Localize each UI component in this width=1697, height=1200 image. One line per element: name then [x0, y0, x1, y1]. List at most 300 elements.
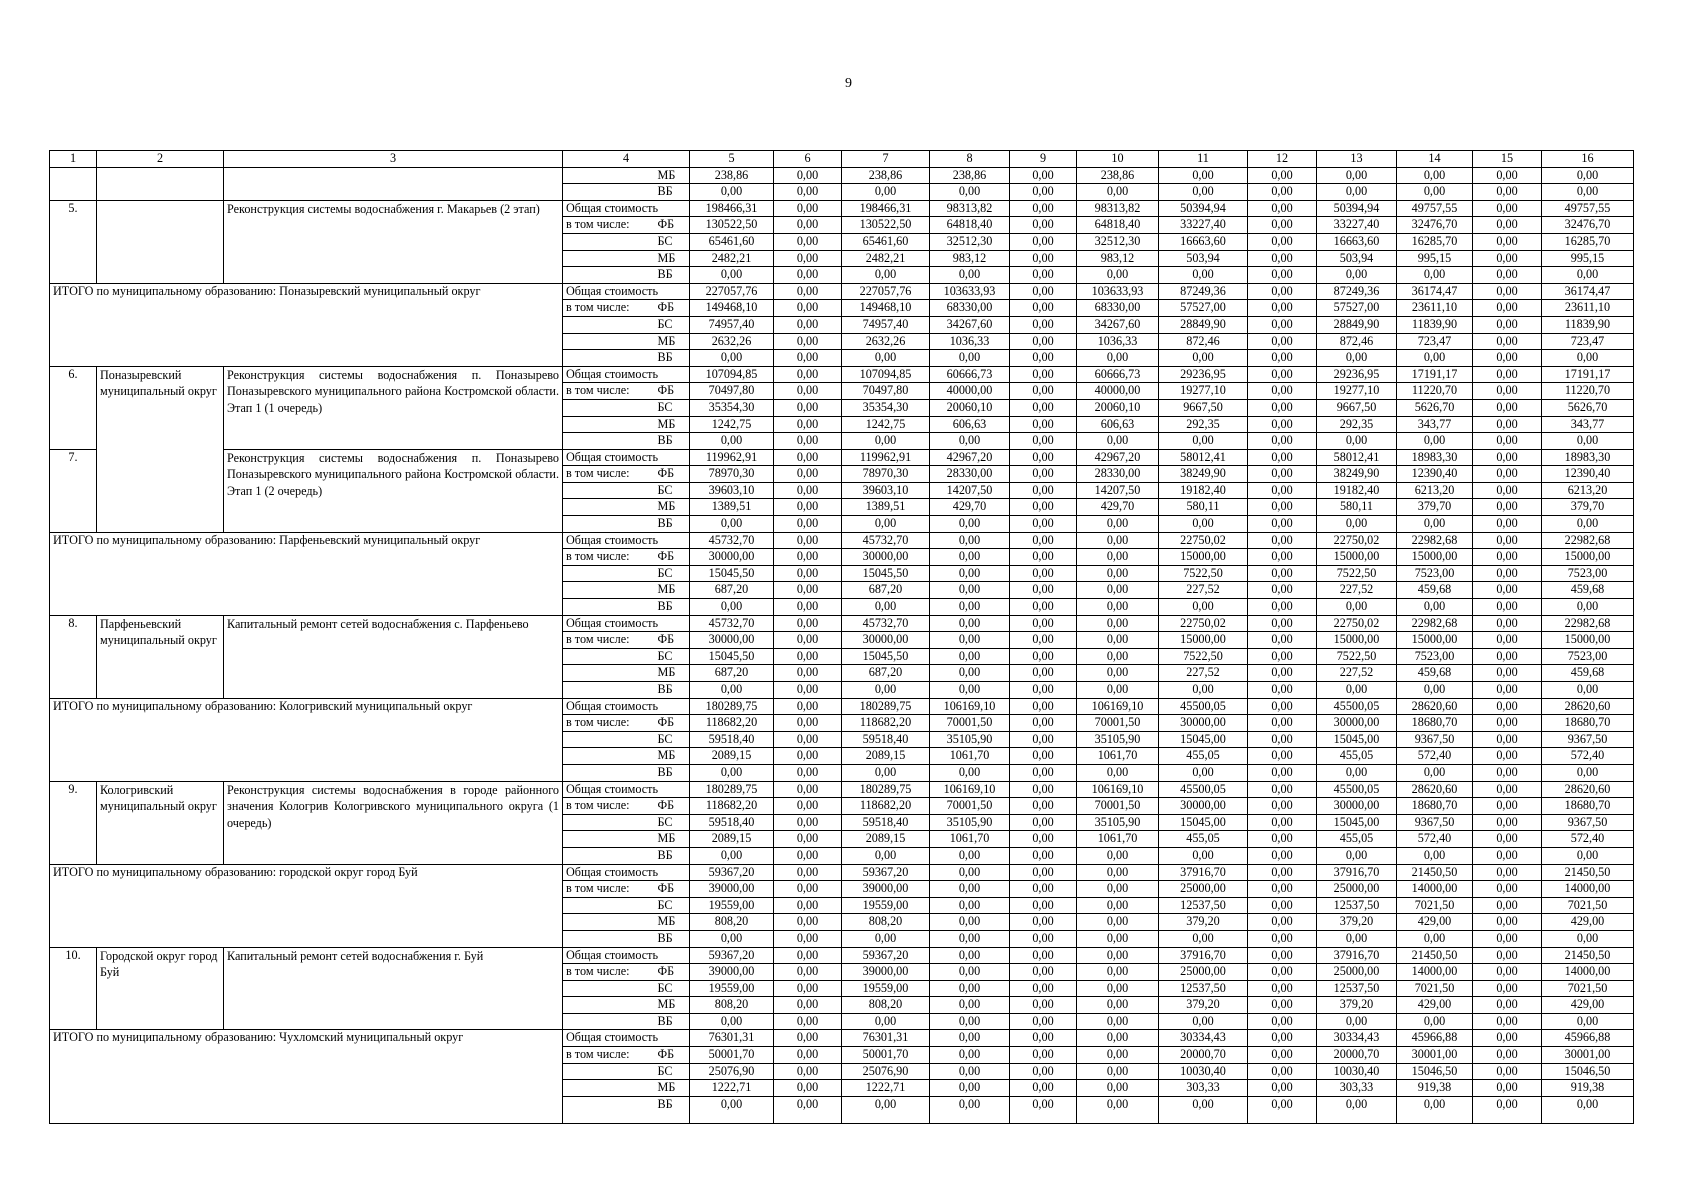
value-cell: 65461,60 — [842, 233, 930, 250]
value-cell: 0,00 — [1077, 433, 1159, 450]
value-cell: 0,00 — [930, 1047, 1010, 1064]
value-cell: 30000,00 — [842, 549, 930, 566]
value-cell: 455,05 — [1159, 831, 1248, 848]
value-cell: 0,00 — [1473, 449, 1542, 466]
value-cell: 0,00 — [1010, 217, 1077, 234]
budget-type: ВБ — [655, 930, 690, 947]
budget-type: МБ — [655, 333, 690, 350]
municipality-name — [97, 200, 224, 283]
value-cell: 10030,40 — [1159, 1063, 1248, 1080]
value-cell: 0,00 — [1473, 565, 1542, 582]
value-cell: 118682,20 — [842, 715, 930, 732]
value-cell: 0,00 — [1010, 964, 1077, 981]
value-cell: 0,00 — [1473, 582, 1542, 599]
value-cell: 0,00 — [1010, 366, 1077, 383]
budget-type: БС — [655, 565, 690, 582]
value-cell: 1389,51 — [842, 499, 930, 516]
value-cell: 0,00 — [930, 682, 1010, 699]
value-cell: 30334,43 — [1317, 1030, 1397, 1047]
value-cell: 18983,30 — [1542, 449, 1634, 466]
value-cell: 0,00 — [1077, 1080, 1159, 1097]
value-cell: 0,00 — [1397, 267, 1473, 284]
value-cell: 0,00 — [774, 250, 842, 267]
value-cell: 45500,05 — [1159, 698, 1248, 715]
including-label-empty — [563, 499, 655, 516]
value-cell: 23611,10 — [1397, 300, 1473, 317]
value-cell: 0,00 — [774, 366, 842, 383]
total-cost-label: Общая стоимость — [563, 698, 690, 715]
header-cell: 12 — [1248, 151, 1317, 168]
value-cell: 0,00 — [1473, 366, 1542, 383]
value-cell: 2089,15 — [842, 748, 930, 765]
value-cell: 18680,70 — [1397, 798, 1473, 815]
value-cell: 107094,85 — [690, 366, 774, 383]
value-cell: 687,20 — [690, 665, 774, 682]
including-label-empty — [563, 482, 655, 499]
value-cell: 15045,50 — [842, 565, 930, 582]
value-cell: 0,00 — [930, 549, 1010, 566]
value-cell: 0,00 — [774, 167, 842, 184]
budget-type: МБ — [655, 748, 690, 765]
no-cell — [50, 167, 97, 200]
value-cell: 149468,10 — [690, 300, 774, 317]
itogo-row — [50, 698, 1634, 715]
itogo-row — [50, 1030, 1634, 1047]
value-cell: 0,00 — [1010, 831, 1077, 848]
budget-type: ФБ — [655, 964, 690, 981]
value-cell: 0,00 — [1077, 682, 1159, 699]
value-cell: 0,00 — [690, 599, 774, 616]
value-cell: 7522,50 — [1159, 648, 1248, 665]
value-cell: 12390,40 — [1397, 466, 1473, 483]
value-cell: 0,00 — [774, 914, 842, 931]
value-cell: 17191,17 — [1542, 366, 1634, 383]
value-cell: 0,00 — [774, 1063, 842, 1080]
value-cell: 0,00 — [1159, 433, 1248, 450]
value-cell: 30001,00 — [1397, 1047, 1473, 1064]
including-label-empty — [563, 599, 655, 616]
value-cell: 29236,95 — [1317, 366, 1397, 383]
value-cell: 0,00 — [1473, 1047, 1542, 1064]
value-cell: 0,00 — [1317, 167, 1397, 184]
value-cell: 0,00 — [1077, 350, 1159, 367]
value-cell: 0,00 — [1010, 200, 1077, 217]
budget-type: ФБ — [655, 549, 690, 566]
including-label-empty — [563, 516, 655, 533]
value-cell: 0,00 — [1010, 764, 1077, 781]
value-cell: 1036,33 — [930, 333, 1010, 350]
value-cell: 379,70 — [1542, 499, 1634, 516]
value-cell: 0,00 — [1010, 300, 1077, 317]
project-row — [50, 615, 1634, 632]
value-cell: 429,00 — [1397, 914, 1473, 931]
value-cell: 303,33 — [1317, 1080, 1397, 1097]
value-cell: 580,11 — [1317, 499, 1397, 516]
value-cell: 15045,50 — [690, 648, 774, 665]
value-cell: 9667,50 — [1159, 399, 1248, 416]
value-cell: 0,00 — [774, 1047, 842, 1064]
including-label-empty — [563, 814, 655, 831]
value-cell: 39603,10 — [842, 482, 930, 499]
value-cell: 0,00 — [1248, 233, 1317, 250]
value-cell: 78970,30 — [690, 466, 774, 483]
value-cell: 0,00 — [1248, 964, 1317, 981]
value-cell: 106169,10 — [930, 698, 1010, 715]
value-cell: 0,00 — [930, 599, 1010, 616]
project-row — [50, 449, 1634, 466]
project-number: 5. — [50, 200, 97, 283]
value-cell: 292,35 — [1159, 416, 1248, 433]
total-cost-label: Общая стоимость — [563, 200, 690, 217]
value-cell: 0,00 — [1010, 433, 1077, 450]
value-cell: 0,00 — [1248, 881, 1317, 898]
value-cell: 45966,88 — [1397, 1030, 1473, 1047]
value-cell: 50001,70 — [842, 1047, 930, 1064]
value-cell: 0,00 — [930, 1080, 1010, 1097]
value-cell: 19559,00 — [842, 897, 930, 914]
value-cell: 0,00 — [1010, 267, 1077, 284]
value-cell: 0,00 — [1473, 1096, 1542, 1123]
value-cell: 0,00 — [1473, 482, 1542, 499]
value-cell: 0,00 — [690, 267, 774, 284]
value-cell: 28330,00 — [930, 466, 1010, 483]
value-cell: 995,15 — [1397, 250, 1473, 267]
value-cell: 64818,40 — [930, 217, 1010, 234]
value-cell: 64818,40 — [1077, 217, 1159, 234]
value-cell: 0,00 — [1010, 665, 1077, 682]
value-cell: 22982,68 — [1397, 615, 1473, 632]
value-cell: 25000,00 — [1317, 881, 1397, 898]
value-cell: 33227,40 — [1159, 217, 1248, 234]
value-cell: 45500,05 — [1159, 781, 1248, 798]
value-cell: 0,00 — [1010, 499, 1077, 516]
value-cell: 18680,70 — [1542, 798, 1634, 815]
value-cell: 15000,00 — [1542, 632, 1634, 649]
value-cell: 18680,70 — [1397, 715, 1473, 732]
value-cell: 0,00 — [774, 350, 842, 367]
value-cell: 0,00 — [1077, 864, 1159, 881]
itogo-label: ИТОГО по муниципальному образованию: Чухломский муниципальный округ — [50, 1030, 563, 1123]
value-cell: 0,00 — [1010, 864, 1077, 881]
value-cell: 15045,50 — [690, 565, 774, 582]
budget-type: ФБ — [655, 715, 690, 732]
value-cell: 0,00 — [1397, 1013, 1473, 1030]
value-cell: 0,00 — [1473, 433, 1542, 450]
value-cell: 87249,36 — [1317, 283, 1397, 300]
value-cell: 0,00 — [690, 847, 774, 864]
value-cell: 19277,10 — [1317, 383, 1397, 400]
value-cell: 60666,73 — [930, 366, 1010, 383]
including-label-empty — [563, 433, 655, 450]
value-cell: 0,00 — [930, 1013, 1010, 1030]
including-label-empty — [563, 897, 655, 914]
value-cell: 0,00 — [774, 383, 842, 400]
value-cell: 6213,20 — [1542, 482, 1634, 499]
value-cell: 9367,50 — [1542, 814, 1634, 831]
value-cell: 20060,10 — [930, 399, 1010, 416]
value-cell: 1061,70 — [1077, 748, 1159, 765]
value-cell: 0,00 — [1542, 1013, 1634, 1030]
value-cell: 0,00 — [1248, 715, 1317, 732]
value-cell: 0,00 — [1010, 416, 1077, 433]
value-cell: 0,00 — [774, 283, 842, 300]
value-cell: 0,00 — [1248, 1013, 1317, 1030]
value-cell: 0,00 — [1317, 267, 1397, 284]
value-cell: 0,00 — [1248, 200, 1317, 217]
value-cell: 572,40 — [1397, 748, 1473, 765]
value-cell: 0,00 — [1159, 1096, 1248, 1123]
value-cell: 0,00 — [1473, 930, 1542, 947]
value-cell: 0,00 — [930, 947, 1010, 964]
project-description: Реконструкция системы водоснабжения г. Макарьев (2 этап) — [224, 200, 563, 283]
value-cell: 0,00 — [1010, 333, 1077, 350]
value-cell: 429,70 — [930, 499, 1010, 516]
value-cell: 15000,00 — [1397, 632, 1473, 649]
value-cell: 0,00 — [930, 930, 1010, 947]
value-cell: 0,00 — [842, 599, 930, 616]
value-cell: 29236,95 — [1159, 366, 1248, 383]
value-cell: 0,00 — [1248, 864, 1317, 881]
value-cell: 74957,40 — [842, 316, 930, 333]
budget-type: БС — [655, 316, 690, 333]
including-label-empty — [563, 682, 655, 699]
value-cell: 0,00 — [774, 267, 842, 284]
value-cell: 0,00 — [774, 582, 842, 599]
budget-type: МБ — [655, 167, 690, 184]
value-cell: 1061,70 — [1077, 831, 1159, 848]
value-cell: 0,00 — [1473, 250, 1542, 267]
value-cell: 0,00 — [930, 665, 1010, 682]
value-cell: 11839,90 — [1397, 316, 1473, 333]
value-cell: 0,00 — [774, 549, 842, 566]
value-cell: 21450,50 — [1397, 947, 1473, 964]
including-label-empty — [563, 930, 655, 947]
value-cell: 58012,41 — [1317, 449, 1397, 466]
value-cell: 0,00 — [1317, 847, 1397, 864]
value-cell: 0,00 — [1248, 698, 1317, 715]
value-cell: 1061,70 — [930, 831, 1010, 848]
value-cell: 0,00 — [930, 582, 1010, 599]
value-cell: 0,00 — [1077, 1096, 1159, 1123]
value-cell: 0,00 — [930, 964, 1010, 981]
budget-type: ФБ — [655, 383, 690, 400]
value-cell: 0,00 — [1248, 549, 1317, 566]
project-cell — [224, 167, 563, 200]
value-cell: 119962,91 — [690, 449, 774, 466]
value-cell: 0,00 — [1010, 930, 1077, 947]
including-label: в том числе: — [563, 715, 655, 732]
value-cell: 30000,00 — [690, 632, 774, 649]
budget-type: ВБ — [655, 516, 690, 533]
including-label-empty — [563, 233, 655, 250]
project-row — [50, 781, 1634, 798]
total-cost-label: Общая стоимость — [563, 947, 690, 964]
municipality-name: Кологривский муниципальный округ — [97, 781, 224, 864]
value-cell: 180289,75 — [842, 698, 930, 715]
value-cell: 429,00 — [1542, 997, 1634, 1014]
value-cell: 0,00 — [1473, 300, 1542, 317]
value-cell: 25000,00 — [1317, 964, 1397, 981]
value-cell: 198466,31 — [690, 200, 774, 217]
value-cell: 0,00 — [774, 1080, 842, 1097]
itogo-label: ИТОГО по муниципальному образованию: Парфеньевский муниципальный округ — [50, 532, 563, 615]
value-cell: 70001,50 — [1077, 798, 1159, 815]
budget-type: БС — [655, 233, 690, 250]
header-cell: 4 — [563, 151, 690, 168]
value-cell: 2089,15 — [690, 748, 774, 765]
value-cell: 15045,00 — [1159, 814, 1248, 831]
header-row — [50, 151, 1634, 168]
value-cell: 0,00 — [930, 914, 1010, 931]
value-cell: 76301,31 — [690, 1030, 774, 1047]
value-cell: 20060,10 — [1077, 399, 1159, 416]
value-cell: 0,00 — [1248, 764, 1317, 781]
budget-type: МБ — [655, 416, 690, 433]
total-cost-label: Общая стоимость — [563, 864, 690, 881]
itogo-label: ИТОГО по муниципальному образованию: Кологривский муниципальный округ — [50, 698, 563, 781]
value-cell: 919,38 — [1397, 1080, 1473, 1097]
value-cell: 0,00 — [774, 1030, 842, 1047]
budget-type: МБ — [655, 1080, 690, 1097]
value-cell: 37916,70 — [1159, 864, 1248, 881]
value-cell: 2632,26 — [842, 333, 930, 350]
value-cell: 25000,00 — [1159, 881, 1248, 898]
value-cell: 12537,50 — [1159, 980, 1248, 997]
including-label: в том числе: — [563, 632, 655, 649]
value-cell: 42967,20 — [1077, 449, 1159, 466]
value-cell: 0,00 — [774, 466, 842, 483]
value-cell: 0,00 — [1473, 682, 1542, 699]
value-cell: 0,00 — [1473, 167, 1542, 184]
value-cell: 0,00 — [1473, 200, 1542, 217]
value-cell: 0,00 — [690, 1013, 774, 1030]
value-cell: 0,00 — [690, 350, 774, 367]
value-cell: 106169,10 — [1077, 698, 1159, 715]
value-cell: 872,46 — [1317, 333, 1397, 350]
budget-type: ВБ — [655, 1096, 690, 1123]
budget-type: БС — [655, 399, 690, 416]
value-cell: 2482,21 — [690, 250, 774, 267]
value-cell: 0,00 — [690, 433, 774, 450]
value-cell: 0,00 — [1248, 565, 1317, 582]
value-cell: 50394,94 — [1317, 200, 1397, 217]
value-cell: 0,00 — [1542, 682, 1634, 699]
value-cell: 0,00 — [774, 930, 842, 947]
value-cell: 0,00 — [1473, 897, 1542, 914]
value-cell: 0,00 — [1077, 1013, 1159, 1030]
value-cell: 0,00 — [1010, 565, 1077, 582]
value-cell: 19277,10 — [1159, 383, 1248, 400]
budget-type: ФБ — [655, 1047, 690, 1064]
value-cell: 0,00 — [1010, 698, 1077, 715]
value-cell: 0,00 — [1473, 748, 1542, 765]
value-cell: 25000,00 — [1159, 964, 1248, 981]
value-cell: 983,12 — [1077, 250, 1159, 267]
including-label-empty — [563, 333, 655, 350]
value-cell: 0,00 — [774, 599, 842, 616]
value-cell: 429,70 — [1077, 499, 1159, 516]
value-cell: 0,00 — [1248, 433, 1317, 450]
value-cell: 0,00 — [1248, 615, 1317, 632]
value-cell: 1036,33 — [1077, 333, 1159, 350]
value-cell: 0,00 — [1010, 897, 1077, 914]
value-cell: 7522,50 — [1159, 565, 1248, 582]
value-cell: 28330,00 — [1077, 466, 1159, 483]
value-cell: 59518,40 — [690, 731, 774, 748]
value-cell: 0,00 — [930, 1030, 1010, 1047]
value-cell: 238,86 — [1077, 167, 1159, 184]
value-cell: 0,00 — [1010, 1047, 1077, 1064]
value-cell: 0,00 — [1317, 433, 1397, 450]
value-cell: 0,00 — [1317, 599, 1397, 616]
value-cell: 78970,30 — [842, 466, 930, 483]
budget-type: МБ — [655, 831, 690, 848]
budget-type: ВБ — [655, 1013, 690, 1030]
value-cell: 0,00 — [1473, 781, 1542, 798]
value-cell: 7522,50 — [1317, 565, 1397, 582]
municipality-cell — [97, 167, 224, 200]
value-cell: 0,00 — [1473, 864, 1542, 881]
value-cell: 68330,00 — [1077, 300, 1159, 317]
value-cell: 68330,00 — [930, 300, 1010, 317]
value-cell: 0,00 — [1542, 764, 1634, 781]
value-cell: 0,00 — [774, 814, 842, 831]
value-cell: 723,47 — [1397, 333, 1473, 350]
value-cell: 0,00 — [1077, 532, 1159, 549]
value-cell: 0,00 — [774, 433, 842, 450]
value-cell: 0,00 — [1248, 831, 1317, 848]
value-cell: 0,00 — [1077, 764, 1159, 781]
project-description: Капитальный ремонт сетей водоснабжения с. Парфеньево — [224, 615, 563, 698]
value-cell: 22750,02 — [1159, 615, 1248, 632]
budget-type: ВБ — [655, 682, 690, 699]
value-cell: 5626,70 — [1542, 399, 1634, 416]
value-cell: 0,00 — [1542, 1096, 1634, 1123]
budget-table — [49, 150, 1634, 1124]
value-cell: 0,00 — [1010, 283, 1077, 300]
value-cell: 0,00 — [690, 930, 774, 947]
value-cell: 0,00 — [774, 831, 842, 848]
value-cell: 7523,00 — [1397, 565, 1473, 582]
including-label-empty — [563, 350, 655, 367]
value-cell: 0,00 — [1010, 615, 1077, 632]
value-cell: 0,00 — [1077, 1030, 1159, 1047]
value-cell: 76301,31 — [842, 1030, 930, 1047]
including-label-empty — [563, 665, 655, 682]
value-cell: 25076,90 — [690, 1063, 774, 1080]
value-cell: 580,11 — [1159, 499, 1248, 516]
value-cell: 14000,00 — [1542, 964, 1634, 981]
value-cell: 15000,00 — [1317, 632, 1397, 649]
value-cell: 118682,20 — [842, 798, 930, 815]
value-cell: 0,00 — [1542, 267, 1634, 284]
including-label-empty — [563, 267, 655, 284]
value-cell: 0,00 — [1473, 599, 1542, 616]
value-cell: 0,00 — [774, 748, 842, 765]
value-cell: 0,00 — [1542, 930, 1634, 947]
value-cell: 0,00 — [774, 482, 842, 499]
value-cell: 0,00 — [930, 764, 1010, 781]
value-cell: 0,00 — [1473, 217, 1542, 234]
value-cell: 45500,05 — [1317, 781, 1397, 798]
including-label-empty — [563, 399, 655, 416]
header-cell: 10 — [1077, 151, 1159, 168]
value-cell: 0,00 — [774, 565, 842, 582]
value-cell: 28849,90 — [1317, 316, 1397, 333]
value-cell: 379,20 — [1159, 914, 1248, 931]
value-cell: 36174,47 — [1397, 283, 1473, 300]
value-cell: 0,00 — [930, 184, 1010, 201]
